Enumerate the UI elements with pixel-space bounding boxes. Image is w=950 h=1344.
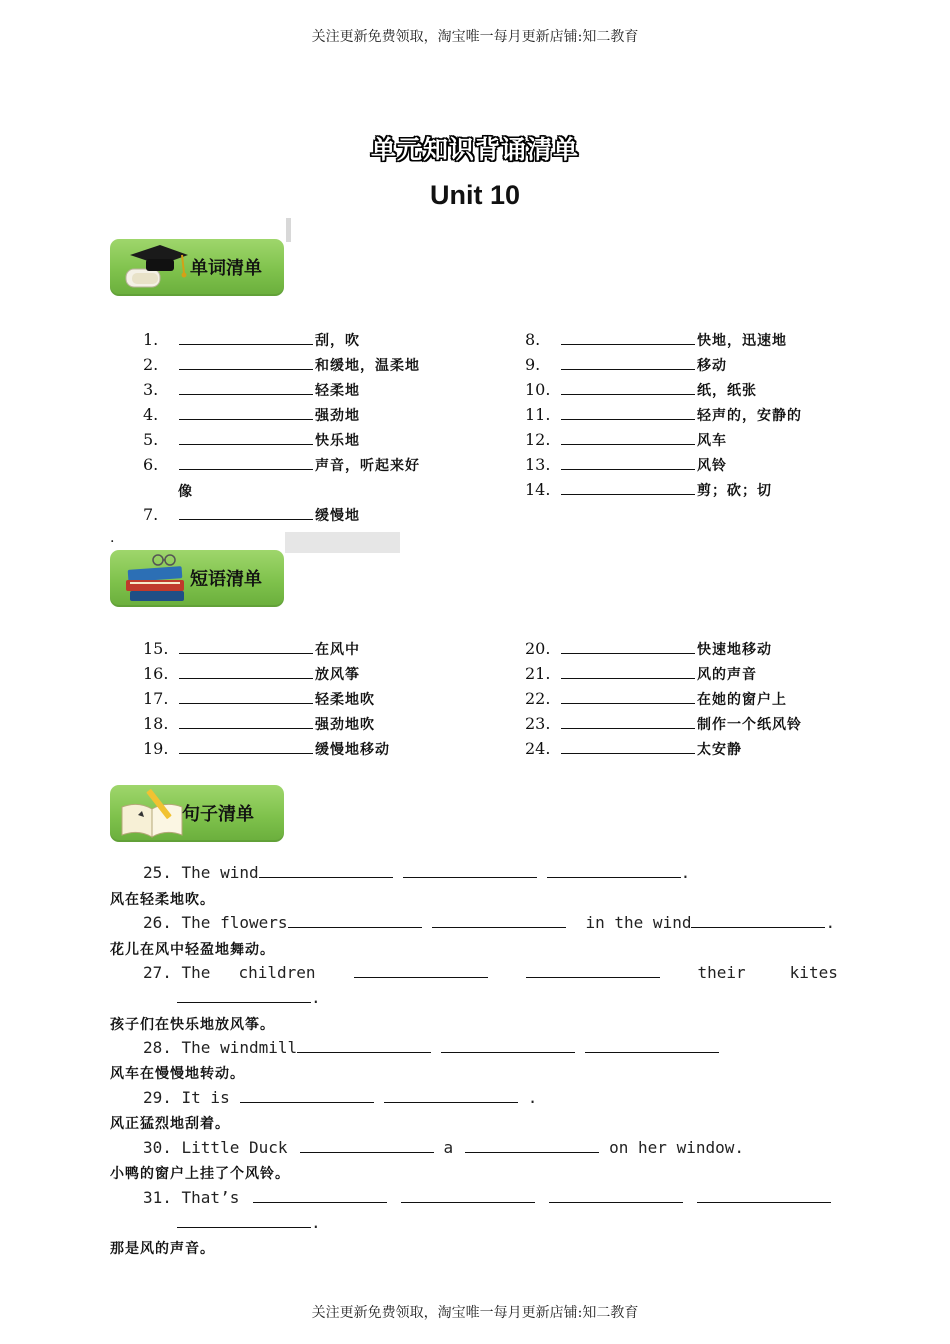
item-meaning: 快乐地 [315,433,360,449]
list-item [143,636,360,663]
item-number: 13. [525,455,551,474]
item-meaning: 在她的窗户上 [697,692,787,708]
list-item [525,661,757,688]
item-number: 24. [525,739,551,758]
section-badge-phrases [110,550,284,607]
sentence-number: 28. [143,1038,182,1057]
item-number: 1. [143,330,159,349]
section-label-words: 单词清单 [190,258,262,279]
sentence-line [177,985,321,1010]
list-item [143,327,360,354]
sentence-line [143,1185,831,1210]
answer-blank[interactable] [401,1186,535,1203]
answer-blank[interactable] [549,1186,683,1203]
item-number: 21. [525,664,551,683]
answer-blank[interactable] [585,1036,719,1053]
item-meaning: 和缓地，温柔地 [315,358,420,374]
item-number: 4. [143,405,159,424]
list-item [143,686,375,713]
unit-title: Unit 10 [429,180,521,210]
item-number: 15. [143,639,169,658]
sentence-text: on her window. [609,1138,744,1157]
item-meaning: 缓慢地移动 [315,742,390,758]
answer-blank[interactable] [561,428,695,445]
sentence-translation: 那是风的声音。 [110,1241,215,1257]
answer-blank[interactable] [179,428,313,445]
list-item [143,661,360,688]
answer-blank[interactable] [691,911,825,928]
item-meaning: 移动 [697,358,727,374]
list-item [143,711,375,738]
list-item [525,352,727,379]
answer-blank[interactable] [526,961,660,978]
item-number: 11. [525,405,551,424]
answer-blank[interactable] [403,861,537,878]
sentence-line [143,1085,537,1110]
sentence-text: . [311,1213,321,1232]
item-number: 2. [143,355,159,374]
answer-blank[interactable] [179,637,313,654]
header-note: 关注更新免费领取，淘宝唯一每月更新店铺:知二教育 [311,29,639,45]
list-item [525,686,787,713]
answer-blank[interactable] [561,737,695,754]
sentence-number: 26. [143,913,182,932]
books-icon [118,550,192,607]
item-number: 12. [525,430,551,449]
sentence-line [143,1135,744,1160]
graduation-cap-icon [116,239,190,296]
list-item [525,452,727,479]
item-meaning: 声音，听起来好 [315,458,420,474]
answer-blank[interactable] [179,687,313,704]
answer-blank[interactable] [561,453,695,470]
answer-blank[interactable] [561,478,695,495]
sentence-text: . [825,913,836,932]
sentence-text: Little Duck [181,1138,288,1157]
list-item [525,402,802,429]
item-meaning: 风车 [697,433,727,449]
list-item [143,502,360,529]
sentence-number: 27. [143,963,182,982]
answer-blank[interactable] [432,911,566,928]
answer-blank[interactable] [288,911,422,928]
sentence-text: a [443,1138,454,1157]
sentence-line [177,1210,321,1235]
sentence-line [143,960,838,985]
sentence-number: 29. [143,1088,182,1107]
item-number: 22. [525,689,551,708]
item-meaning: 剪；砍；切 [697,483,772,499]
sentence-number: 31. [143,1188,182,1207]
item-meaning: 强劲地吹 [315,717,375,733]
item-number: 10. [525,380,551,399]
item-meaning: 轻声的，安静的 [697,408,802,424]
list-item [143,736,390,763]
sentence-translation: 风正猛烈地刮着。 [110,1116,230,1132]
sentence-line [143,910,835,935]
sentence-text: That’s [181,1188,240,1207]
sentence-translation: 孩子们在快乐地放风筝。 [110,1017,275,1033]
answer-blank[interactable] [561,687,695,704]
sentence-text: children [238,963,316,982]
section-label-sentences: 句子清单 [182,804,254,825]
list-item [143,377,360,404]
list-item [525,327,787,354]
sentence-text: . [527,1088,538,1107]
sentence-number: 30. [143,1138,182,1157]
answer-blank[interactable] [177,986,311,1003]
item-number: 16. [143,664,169,683]
answer-blank[interactable] [561,637,695,654]
answer-blank[interactable] [179,353,313,370]
item-number: 7. [143,505,159,524]
item-meaning: 制作一个纸风铃 [697,717,802,733]
answer-blank[interactable] [179,712,313,729]
answer-blank[interactable] [179,403,313,420]
sentence-text: The flowers [181,913,288,932]
answer-blank[interactable] [179,662,313,679]
sentence-text: The windmill [181,1038,298,1057]
item-number: 6. [143,455,159,474]
answer-blank[interactable] [561,353,695,370]
sentence-number: 25. [143,863,182,882]
item-number: 3. [143,380,159,399]
sentence-text: kites [789,963,838,982]
text-cursor-mark [286,218,291,242]
answer-blank[interactable] [177,1211,311,1228]
item-number: 17. [143,689,169,708]
item-number: 8. [525,330,541,349]
answer-blank[interactable] [561,712,695,729]
sentence-text: in the wind [585,913,692,932]
answer-blank[interactable] [561,378,695,395]
answer-blank[interactable] [561,328,695,345]
list-item [143,402,360,429]
sentence-line [143,860,690,885]
page-title: 单元知识背诵清单 [370,135,579,164]
item-meaning: 放风筝 [315,667,360,683]
sentence-text: The wind [181,863,259,882]
open-book-pencil-icon [116,785,190,842]
answer-blank[interactable] [547,861,681,878]
answer-blank[interactable] [259,861,393,878]
answer-blank[interactable] [561,403,695,420]
item-meaning: 风铃 [697,458,727,474]
item-meaning: 快速地移动 [697,642,772,658]
item-meaning: 轻柔地 [315,383,360,399]
list-item [143,427,360,454]
answer-blank[interactable] [297,1036,431,1053]
list-item [525,477,772,504]
list-item [143,352,420,379]
list-item [525,711,802,738]
item-meaning: 纸，纸张 [697,383,757,399]
answer-blank[interactable] [384,1086,518,1103]
section-badge-sentences [110,785,284,842]
answer-blank[interactable] [253,1186,387,1203]
answer-blank[interactable] [179,453,313,470]
list-item [525,427,727,454]
item-meaning: 风的声音 [697,667,757,683]
item-number: 14. [525,480,551,499]
sentence-text: . [311,988,321,1007]
item-number: 20. [525,639,551,658]
item-meaning: 缓慢地 [315,508,360,524]
highlight-bar [285,532,400,553]
sentence-text: their [697,963,746,982]
item-number: 19. [143,739,169,758]
item-number: 9. [525,355,541,374]
answer-blank[interactable] [465,1136,599,1153]
item-number: 23. [525,714,551,733]
answer-blank[interactable] [179,328,313,345]
item-meaning: 刮，吹 [315,333,360,349]
sentence-text: The [181,963,211,982]
answer-blank[interactable] [441,1036,575,1053]
item-meaning: 太安静 [697,742,742,758]
item-meaning-continued: 像 [178,484,192,500]
answer-blank[interactable] [179,737,313,754]
sentence-translation: 风在轻柔地吹。 [110,892,215,908]
list-item [525,636,772,663]
sentence-translation: 小鸭的窗户上挂了个风铃。 [110,1166,290,1182]
list-item [525,736,742,763]
answer-blank[interactable] [354,961,488,978]
list-item [525,377,757,404]
answer-blank[interactable] [561,662,695,679]
stray-dot: . [110,530,115,546]
answer-blank[interactable] [300,1136,434,1153]
answer-blank[interactable] [240,1086,374,1103]
list-item [143,452,420,479]
footer-note: 关注更新免费领取，淘宝唯一每月更新店铺:知二教育 [311,1305,639,1321]
sentence-translation: 花儿在风中轻盈地舞动。 [110,942,275,958]
item-number: 18. [143,714,169,733]
answer-blank[interactable] [697,1186,831,1203]
sentence-translation: 风车在慢慢地转动。 [110,1066,245,1082]
sentence-line [143,1035,719,1060]
item-meaning: 在风中 [315,642,360,658]
section-label-phrases: 短语清单 [190,569,262,590]
item-meaning: 强劲地 [315,408,360,424]
sentence-text: It is [181,1088,230,1107]
item-number: 5. [143,430,159,449]
answer-blank[interactable] [179,378,313,395]
item-meaning: 轻柔地吹 [315,692,375,708]
answer-blank[interactable] [179,503,313,520]
section-badge-words [110,239,284,296]
item-meaning: 快地，迅速地 [697,333,787,349]
sentence-text: . [680,863,691,882]
